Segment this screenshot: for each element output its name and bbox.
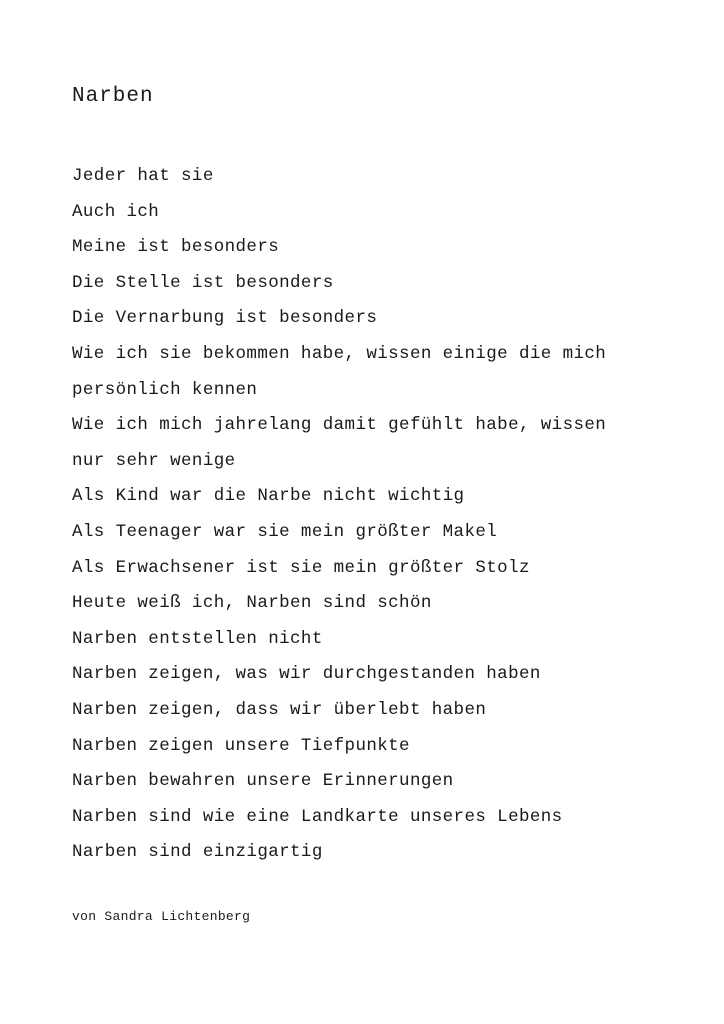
poem-line: Narben zeigen unsere Tiefpunkte — [72, 735, 410, 756]
poem-line: Wie ich sie bekommen habe, wissen einige die mich — [72, 343, 607, 364]
poem-line: Narben entstellen nicht — [72, 628, 323, 649]
poem-line: Als Teenager war sie mein größter Makel — [72, 521, 498, 542]
poem-title: Narben — [72, 85, 154, 108]
poem-line: Meine ist besonders — [72, 237, 280, 258]
poem-line: Narben sind einzigartig — [72, 842, 323, 863]
poem-line: Die Stelle ist besonders — [72, 272, 334, 293]
poem-line: Narben bewahren unsere Erinnerungen — [72, 771, 454, 792]
poem-line: Jeder hat sie — [72, 166, 214, 186]
poem-line: Die Vernarbung ist besonders — [72, 308, 378, 329]
poem-line: Heute weiß ich, Narben sind schön — [72, 593, 432, 614]
poem-line: Narben sind wie eine Landkarte unseres Lebens — [72, 806, 563, 827]
poem-line: Auch ich — [72, 201, 160, 222]
poem-body — [72, 159, 606, 871]
poem-line: Als Erwachsener ist sie mein größter Stolz — [72, 557, 530, 578]
author-credit: von Sandra Lichtenberg — [72, 909, 251, 924]
poem-line: Narben zeigen, dass wir überlebt haben — [72, 699, 487, 720]
poem-line: Wie ich mich jahrelang damit gefühlt habe, wissen — [72, 415, 607, 436]
poem-line: Als Kind war die Narbe nicht wichtig — [72, 486, 465, 507]
poem-line: nur sehr wenige — [72, 450, 236, 471]
poem-line: Narben zeigen, was wir durchgestanden haben — [72, 664, 541, 685]
poem-line: persönlich kennen — [72, 379, 258, 400]
